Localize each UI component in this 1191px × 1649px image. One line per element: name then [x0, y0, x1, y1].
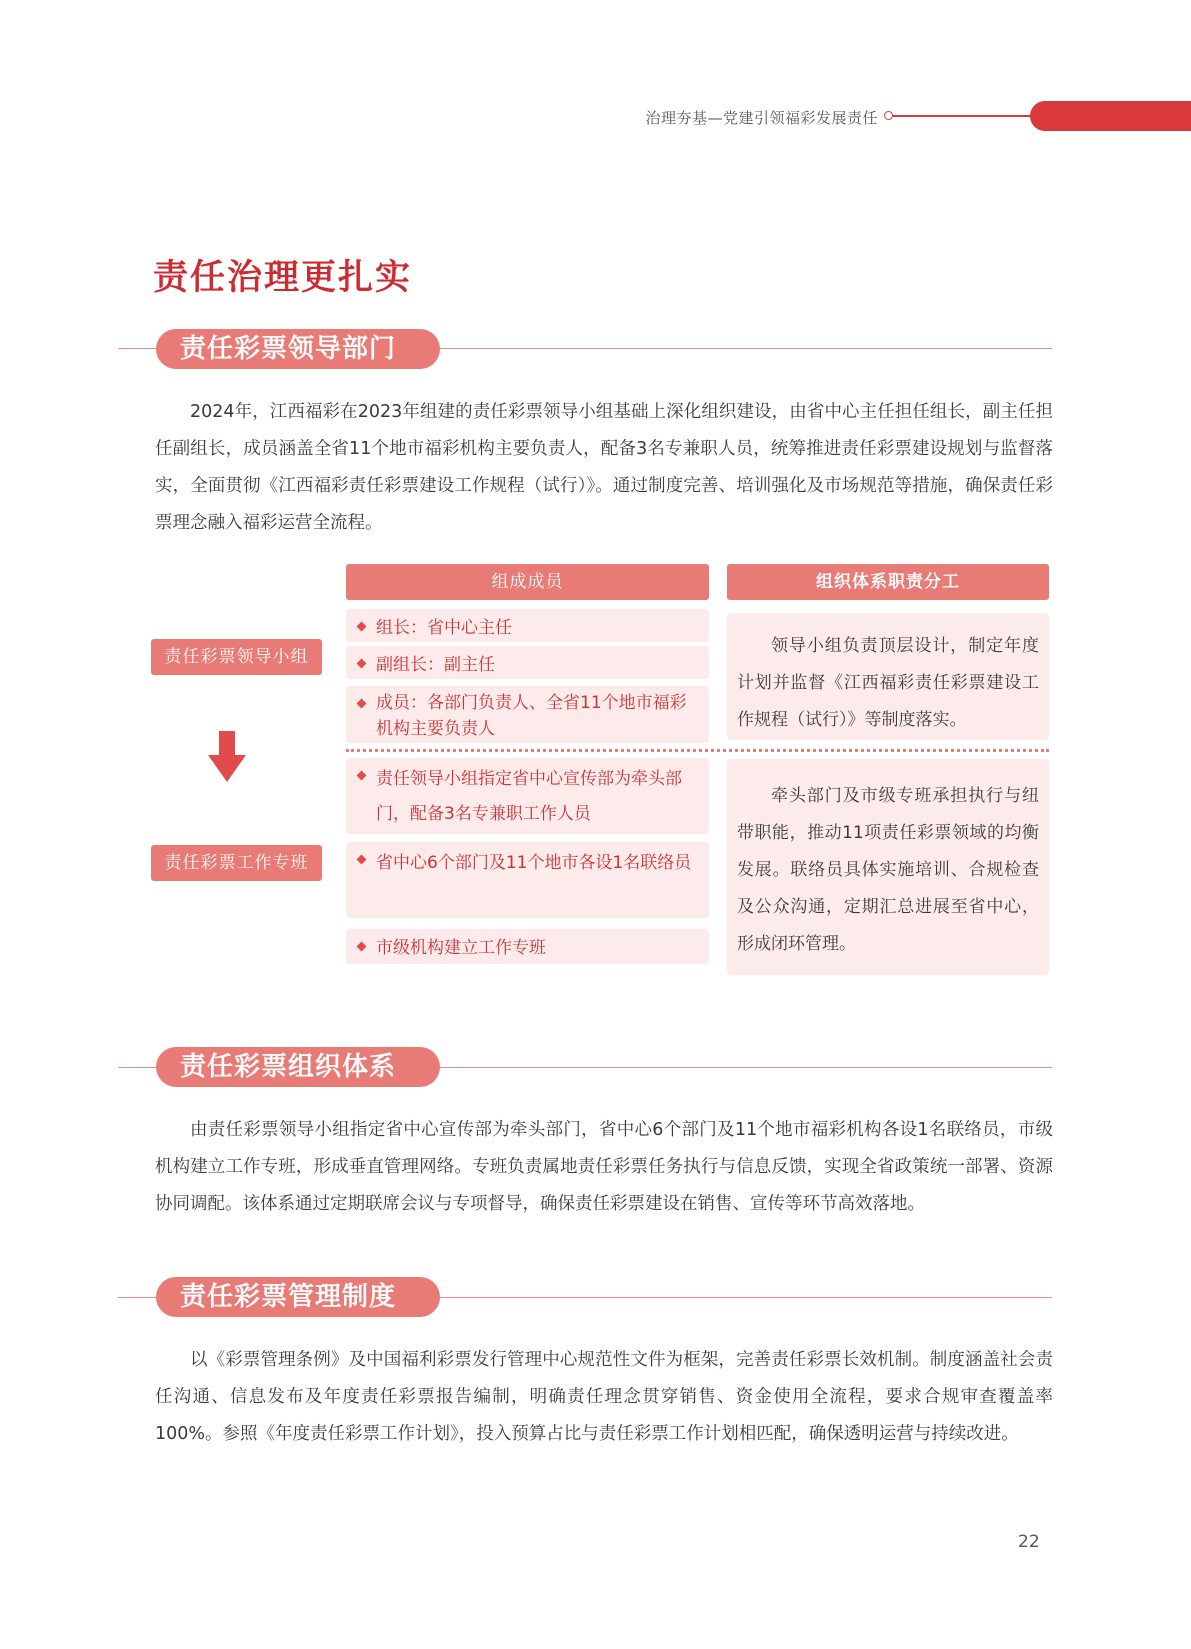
duty-box-leading-group: 领导小组负责顶层设计，制定年度计划并监督《江西福彩责任彩票建设工作规程（试行）》等制度落实。 — [727, 613, 1049, 740]
member-item-text: 市级机构建立工作专班 — [376, 938, 546, 958]
member-item — [346, 646, 709, 679]
member-item — [346, 758, 709, 834]
duty-box-task-force: 牵头部门及市级专班承担执行与纽带职能，推动11项责任彩票领域的均衡发展。联络员具体实施培训、合规检查及公众沟通，定期汇总进展至省中心，形成闭环管理。 — [727, 759, 1049, 975]
diamond-bullet-icon — [357, 771, 367, 781]
running-header-title: 治理夯基—党建引领福彩发展责任 — [645, 109, 878, 127]
diamond-bullet-icon — [357, 942, 367, 952]
member-item-text: 副组长：副主任 — [376, 655, 495, 675]
diamond-bullet-icon — [357, 699, 367, 709]
down-arrow-head-icon — [208, 755, 246, 782]
member-item — [346, 609, 709, 642]
section-body-leadership: 2024年，江西福彩在2023年组建的责任彩票领导小组基础上深化组织建设，由省中心主任担任组长，副主任担任副组长，成员涵盖全省11个地市福彩机构主要负责人，配备3名专兼职人员，统筹推进责任彩票建设规划与监督落实，全面贯彻《江西福彩责任彩票建设工作规程（试行）》。通过制度完善、培训强化及市场规范等措施，确保责任彩票理念融入福彩运营全流程。 — [155, 402, 1053, 533]
member-item-text: 成员：各部门负责人、全省11个地市福彩机构主要负责人 — [376, 693, 687, 739]
member-item-text: 责任领导小组指定省中心宣传部为牵头部门，配备3名专兼职工作人员 — [376, 769, 682, 824]
header-accent-bar — [1030, 101, 1191, 131]
header-rule — [893, 115, 1033, 117]
dotted-divider — [346, 749, 1049, 752]
page-title: 责任治理更扎实 — [153, 258, 413, 298]
group-label-leading-group: 责任彩票领导小组 — [151, 639, 322, 675]
header-circle-ornament — [884, 111, 893, 120]
section-title-organization: 责任彩票组织体系 — [156, 1047, 440, 1087]
page-number: 22 — [1018, 1532, 1040, 1552]
member-item-text: 省中心6个部门及11个地市各设1名联络员 — [376, 853, 692, 873]
diamond-bullet-icon — [357, 622, 367, 632]
member-item — [346, 929, 709, 964]
member-item — [346, 842, 709, 918]
group-label-task-force: 责任彩票工作专班 — [151, 845, 322, 881]
section-body-organization: 由责任彩票领导小组指定省中心宣传部为牵头部门，省中心6个部门及11个地市福彩机构各设1名联络员，市级机构建立工作专班，形成垂直管理网络。专班负责属地责任彩票任务执行与信息反馈，实现全省政策统一部署、资源协同调配。该体系通过定期联席会议与专项督导，确保责任彩票建设在销售、宣传等环节高效落地。 — [155, 1120, 1053, 1214]
column-header-duties: 组织体系职责分工 — [727, 564, 1049, 600]
down-arrow-icon — [219, 731, 235, 755]
section-title-leadership: 责任彩票领导部门 — [156, 329, 440, 369]
section-body-management: 以《彩票管理条例》及中国福利彩票发行管理中心规范性文件为框架，完善责任彩票长效机制。制度涵盖社会责任沟通、信息发布及年度责任彩票报告编制，明确责任理念贯穿销售、资金使用全流程，要求合规审查覆盖率100%。参照《年度责任彩票工作计划》，投入预算占比与责任彩票工作计划相匹配，确保透明运营与持续改进。 — [155, 1350, 1053, 1444]
member-item-text: 组长：省中心主任 — [376, 618, 512, 638]
column-header-members: 组成成员 — [346, 564, 709, 600]
member-item — [346, 686, 709, 743]
diamond-bullet-icon — [357, 659, 367, 669]
section-title-management: 责任彩票管理制度 — [156, 1277, 440, 1317]
diamond-bullet-icon — [357, 855, 367, 865]
